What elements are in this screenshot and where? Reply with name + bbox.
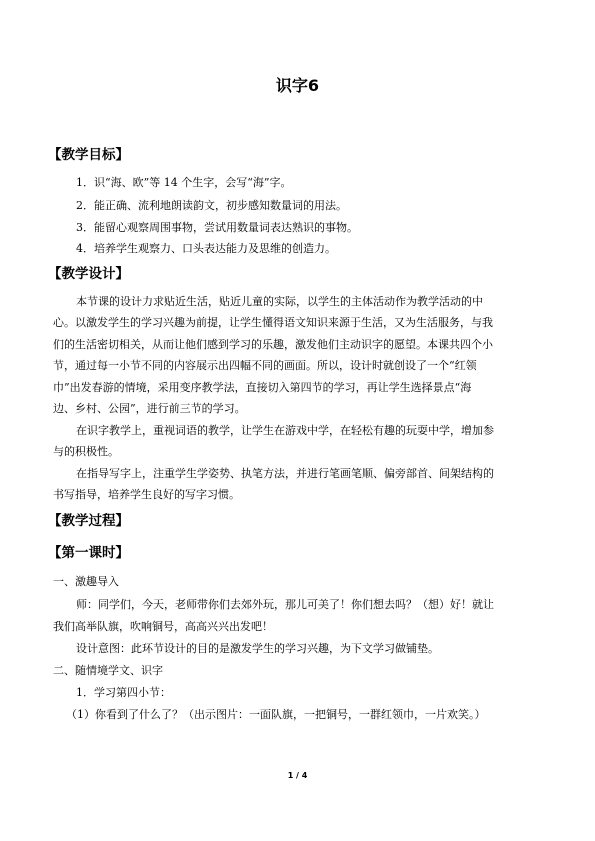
design-line-1: 本节课的设计力求贴近生活，贴近儿童的实际，以学生的主体活动作为教学活动的中 xyxy=(76,295,483,308)
design-heading: 【教学设计】 xyxy=(48,266,129,282)
page-title: 识字6 xyxy=(275,76,320,95)
design-line-4: 节，通过每一小节不同的内容展示出四幅不同的画面。所以，设计时就创设了一个“红领 xyxy=(53,359,477,372)
goal-item-4: 4．培养学生观察力、口头表达能力及思维的创造力。 xyxy=(76,242,336,255)
lesson1-line-2: 师：同学们，今天，老师带你们去郊外玩，那儿可美了！你们想去吗？（想）好！就让 xyxy=(76,598,494,611)
lesson1-line-3: 我们高举队旗，吹响铜号，高高兴兴出发吧！ xyxy=(53,620,273,633)
design-line-9: 在指导写字上，注重学生学姿势、执笔方法，并进行笔画笔顺、偏旁部首、间架结构的 xyxy=(76,467,494,480)
goal-item-1: 1．识“海、欧”等 14 个生字，会写“海”字。 xyxy=(76,176,292,189)
page-number: 1 / 4 xyxy=(287,771,308,780)
goal-item-3: 3．能留心观察周围事物，尝试用数量词表达熟识的事物。 xyxy=(76,221,358,234)
design-line-5: 巾”出发春游的情境，采用变序教学法，直接切入第四节的学习，再让学生选择景点“海 xyxy=(53,381,472,394)
process-heading: 【教学过程】 xyxy=(48,513,129,529)
design-line-8: 与的积极性。 xyxy=(53,445,119,458)
design-line-2: 心。以激发学生的学习兴趣为前提，让学生懂得语文知识来源于生活，又为生活服务，与我 xyxy=(53,316,493,329)
design-line-7: 在识字教学上，重视词语的教学，让学生在游戏中学，在轻松有趣的玩耍中学，增加参 xyxy=(76,424,494,437)
lesson1-heading: 【第一课时】 xyxy=(48,545,129,561)
goals-heading: 【教学目标】 xyxy=(48,147,129,163)
design-line-3: 们的生活密切相关，从而让他们感到学习的乐趣，激发他们主动识字的愿望。本课共四个小 xyxy=(53,338,493,351)
lesson1-line-4: 设计意图：此环节设计的目的是激发学生的学习兴趣，为下文学习做铺垫。 xyxy=(76,642,439,655)
design-line-10: 书写指导，培养学生良好的写字习惯。 xyxy=(53,488,240,501)
design-line-6: 边、乡村、公园”，进行前三节的学习。 xyxy=(53,402,246,415)
lesson1-line-7: （1）你看到了什么了？（出示图片：一面队旗，一把铜号，一群红领巾，一片欢笑。） xyxy=(66,708,486,721)
lesson1-line-1: 一、激趣导入 xyxy=(53,575,119,588)
goal-item-2: 2．能正确、流利地朗读韵文，初步感知数量词的用法。 xyxy=(76,199,347,212)
lesson1-line-5: 二、随情境学文、识字 xyxy=(53,664,163,677)
lesson1-line-6: 1．学习第四小节： xyxy=(76,686,171,699)
